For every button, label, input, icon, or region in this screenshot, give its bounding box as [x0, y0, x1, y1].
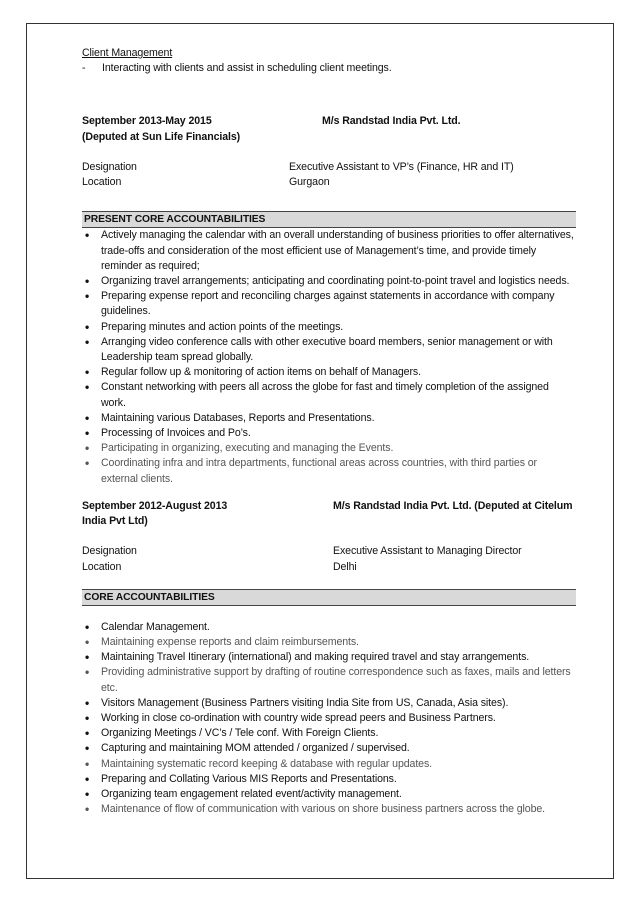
list-item: • Organizing Meetings / VC’s / Tele conf. With Foreign Clients.	[82, 726, 576, 741]
list-item: • Capturing and maintaining MOM attended / organized / supervised.	[82, 741, 576, 756]
job1-location-value: Gurgaon	[289, 176, 330, 189]
list-item: • Maintaining Travel Itinerary (international) and making required travel and stay arrangements.	[82, 650, 576, 665]
job2-company-cont: India Pvt Ltd)	[82, 515, 148, 527]
list-item: • Arranging video conference calls with other executive board members, senior management or with Leadership team spread globally.	[82, 335, 576, 365]
job1-company: M/s Randstad India Pvt. Ltd.	[322, 115, 461, 128]
job2-designation-row	[82, 544, 576, 559]
client-management-item	[82, 61, 576, 76]
list-item: • Preparing minutes and action points of the meetings.	[82, 320, 576, 335]
client-management-text: Interacting with clients and assist in scheduling client meetings.	[102, 62, 392, 75]
job1-accountabilities-list	[82, 228, 576, 486]
list-item: • Calendar Management.	[82, 620, 576, 635]
list-item: • Preparing and Collating Various MIS Reports and Presentations.	[82, 772, 576, 787]
job1-period: September 2013-May 2015	[82, 115, 212, 128]
list-item: • Participating in organizing, executing and managing the Events.	[82, 441, 576, 456]
job2-location-value: Delhi	[333, 560, 357, 573]
list-item: • Constant networking with peers all across the globe for fast and timely completion of the assigned work.	[82, 380, 576, 410]
list-item: • Working in close co-ordination with country wide spread peers and Business Partners.	[82, 711, 576, 726]
job2-header	[82, 499, 576, 514]
list-item: • Processing of Invoices and Po’s.	[82, 426, 576, 441]
job2-location-row	[82, 560, 576, 575]
list-item: • Maintaining various Databases, Reports and Presentations.	[82, 411, 576, 426]
job2-company: M/s Randstad India Pvt. Ltd. (Deputed at Citelum	[333, 499, 573, 512]
dash-marker: -	[82, 62, 86, 75]
list-item: • Maintaining expense reports and claim reimbursements.	[82, 635, 576, 650]
job2-designation-label: Designation	[82, 545, 137, 558]
list-item: • Actively managing the calendar with an overall understanding of business priorities to offer alternatives, trade-offs and consideration of the most efficient use of Management’s time, and provide timely reminder as required;	[82, 228, 576, 274]
client-management-heading: Client Management	[82, 47, 173, 59]
job1-location-row	[82, 175, 576, 190]
job1-designation-label: Designation	[82, 160, 137, 173]
job1-location-label: Location	[82, 176, 122, 189]
list-item: • Maintenance of flow of communication with various on shore business partners across the globe.	[82, 802, 576, 817]
list-item: • Providing administrative support by drafting of routine correspondence such as faxes, mails and letters etc.	[82, 665, 576, 695]
job1-section-title: PRESENT CORE ACCOUNTABILITIES	[82, 211, 576, 228]
job2-designation-value: Executive Assistant to Managing Director	[333, 545, 522, 558]
list-item: • Regular follow up & monitoring of action items on behalf of Managers.	[82, 365, 576, 380]
list-item: • Visitors Management (Business Partners visiting India Site from US, Canada, Asia sites).	[82, 696, 576, 711]
job1-designation-row	[82, 160, 576, 175]
job1-deputed: (Deputed at Sun Life Financials)	[82, 130, 241, 143]
list-item: • Maintaining systematic record keeping & database with regular updates.	[82, 757, 576, 772]
resume-content	[82, 46, 576, 817]
job1-designation-value: Executive Assistant to VP’s (Finance, HR and IT)	[289, 160, 514, 173]
list-item: • Organizing travel arrangements; anticipating and coordinating point-to-point travel and logistics needs.	[82, 274, 576, 289]
list-item: • Organizing team engagement related event/activity management.	[82, 787, 576, 802]
job2-period: September 2012-August 2013	[82, 499, 228, 512]
list-item: • Preparing expense report and reconciling charges against statements in accordance with company guidelines.	[82, 289, 576, 319]
list-item: • Coordinating infra and intra departments, functional areas across countries, with third parties or external clients.	[82, 456, 576, 486]
job2-location-label: Location	[82, 560, 122, 573]
job1-header	[82, 114, 576, 129]
job2-section-title: CORE ACCOUNTABILITIES	[82, 589, 576, 606]
job2-accountabilities-list	[82, 620, 576, 818]
